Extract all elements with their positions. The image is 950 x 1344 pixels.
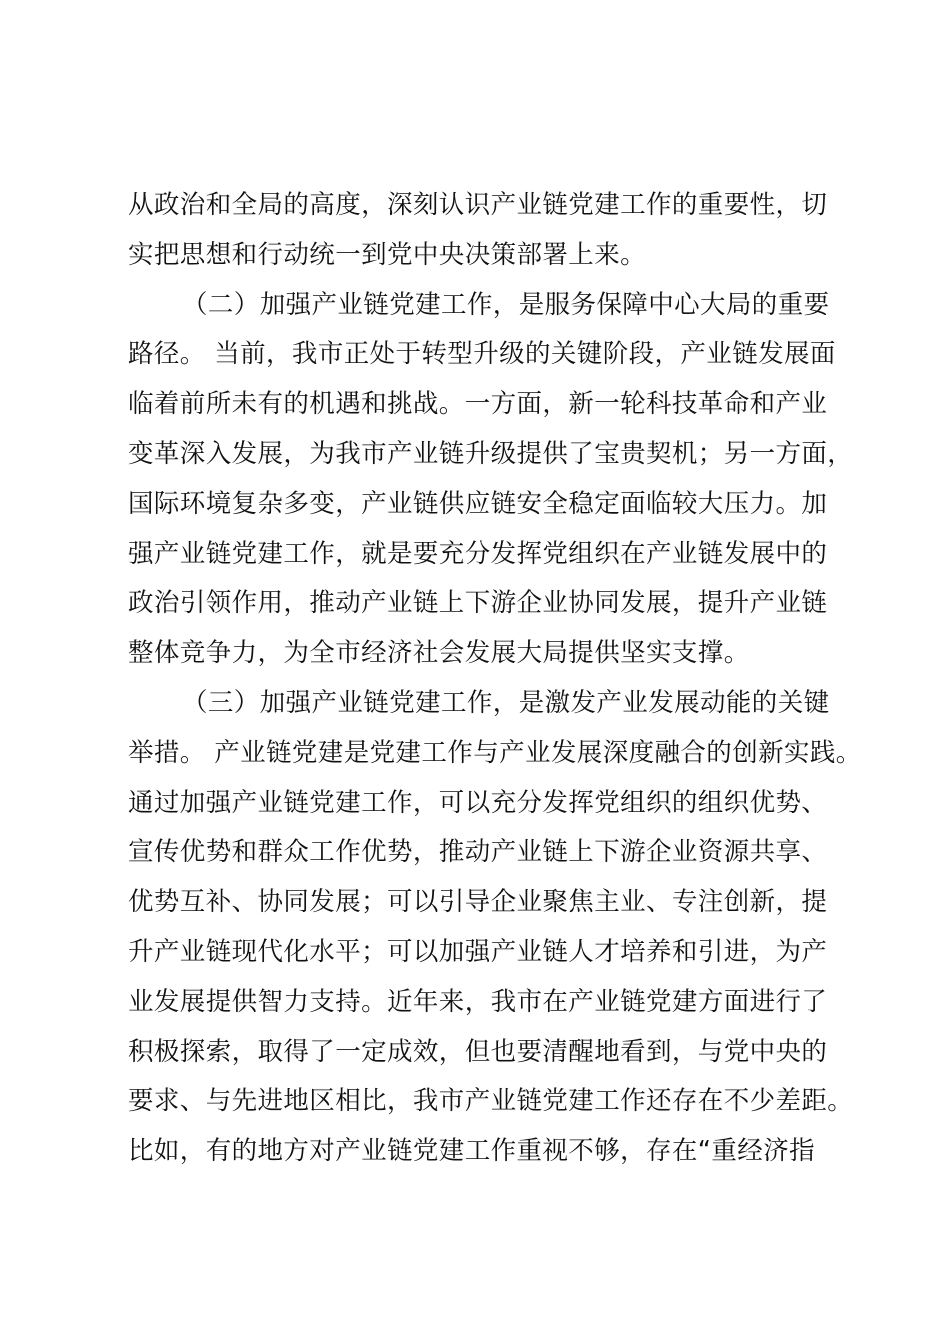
text-line: 比如，有的地方对产业链党建工作重视不够，存在“重经济指 bbox=[128, 1136, 816, 1167]
text-line: 路径。 当前，我市正处于转型升级的关键阶段，产业链发展面 bbox=[128, 339, 836, 370]
text-line: 强产业链党建工作，就是要充分发挥党组织在产业链发展中的 bbox=[128, 538, 828, 569]
text-line: 优势互补、协同发展；可以引导企业聚焦主业、专注创新，提 bbox=[128, 887, 828, 918]
text-line: 实把思想和行动统一到党中央决策部署上来。 bbox=[128, 239, 647, 270]
text-line: 积极探索，取得了一定成效，但也要清醒地看到，与党中央的 bbox=[128, 1036, 828, 1067]
text-line: 要求、与先进地区相比，我市产业链党建工作还存在不少差距。 bbox=[128, 1086, 854, 1117]
text-line: 临着前所未有的机遇和挑战。一方面，新一轮科技革命和产业 bbox=[128, 389, 828, 420]
body-text bbox=[128, 181, 862, 1177]
text-line: 政治引领作用，推动产业链上下游企业协同发展，提升产业链 bbox=[128, 588, 828, 619]
text-line: 从政治和全局的高度，深刻认识产业链党建工作的重要性，切 bbox=[128, 190, 828, 220]
text-line: 通过加强产业链党建工作，可以充分发挥党组织的组织优势、 bbox=[128, 787, 828, 818]
text-line: 国际环境复杂多变，产业链供应链安全稳定面临较大压力。加 bbox=[128, 488, 828, 519]
text-line: 宣传优势和群众工作优势，推动产业链上下游企业资源共享、 bbox=[128, 837, 828, 868]
text-line: 变革深入发展，为我市产业链升级提供了宝贵契机；另一方面， bbox=[128, 438, 854, 469]
text-line: 举措。 产业链党建是党建工作与产业发展深度融合的创新实践。 bbox=[128, 737, 862, 768]
text-line: 整体竞争力，为全市经济社会发展大局提供坚实支撑。 bbox=[128, 638, 750, 669]
section-heading-line: （二）加强产业链党建工作，是服务保障中心大局的重要 bbox=[182, 289, 830, 320]
text-line: 升产业链现代化水平；可以加强产业链人才培养和引进，为产 bbox=[128, 936, 828, 967]
text-line: 业发展提供智力支持。近年来，我市在产业链党建方面进行了 bbox=[128, 986, 828, 1017]
section-heading-line: （三）加强产业链党建工作，是激发产业发展动能的关键 bbox=[182, 687, 830, 718]
